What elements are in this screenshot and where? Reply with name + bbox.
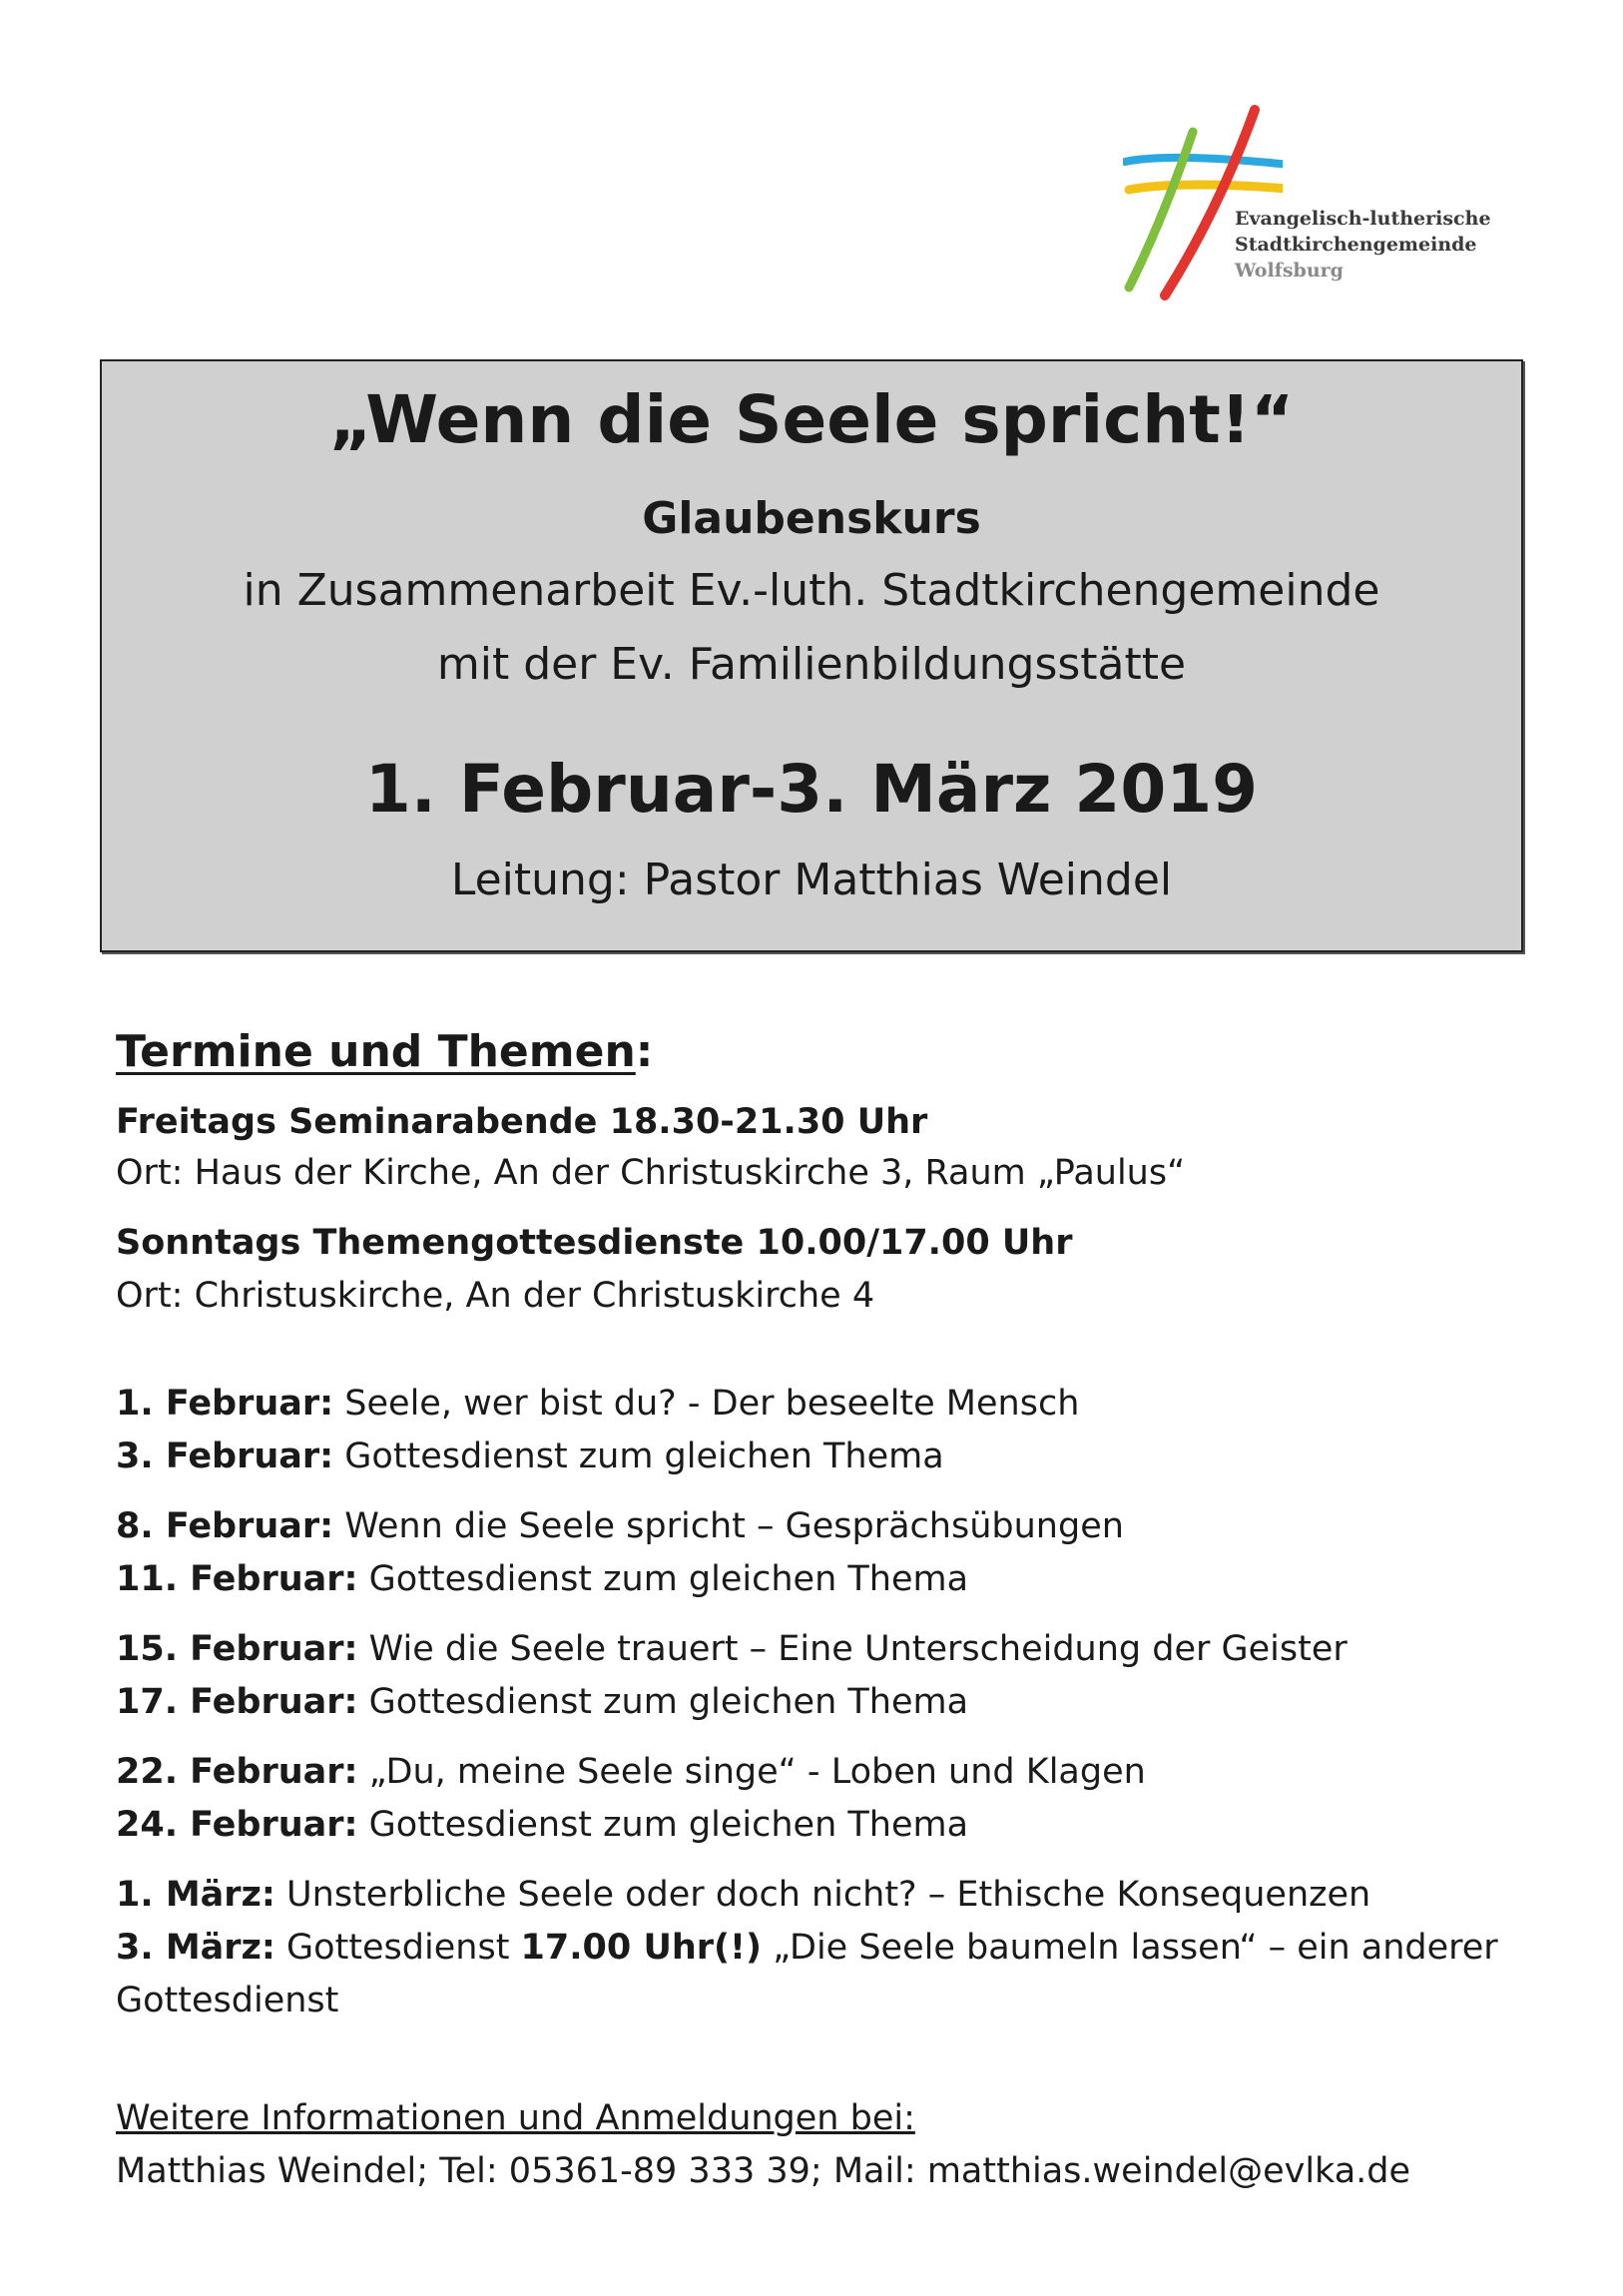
- contact-heading: Weitere Informationen und Anmeldungen bei:: [116, 2098, 915, 2138]
- schedule-entry: 24. Februar: Gottesdienst zum gleichen Thema: [116, 1805, 969, 1845]
- schedule-entry: 8. Februar: Wenn die Seele spricht – Gesprächsübungen: [116, 1506, 1124, 1546]
- logo-yellow-stroke: [1129, 185, 1283, 190]
- schedule-entry-final: 3. März: Gottesdienst 17.00 Uhr(!) „Die Seele baumeln lassen“ – ein anderer: [116, 1928, 1498, 1968]
- course-subtitle: Glaubenskurs: [642, 493, 981, 544]
- course-dates: 1. Februar-3. März 2019: [364, 751, 1259, 828]
- schedule-heading: Termine und Themen:: [116, 1026, 654, 1077]
- schedule-entry: 3. Februar: Gottesdienst zum gleichen Thema: [116, 1436, 944, 1476]
- cooperation-line-2: mit der Ev. Familienbildungsstätte: [436, 639, 1187, 690]
- logo-line-2: Stadtkirchengemeinde: [1235, 234, 1477, 256]
- schedule-entry: 11. Februar: Gottesdienst zum gleichen Thema: [116, 1559, 969, 1599]
- schedule-entry: 1. Februar: Seele, wer bist du? - Der beseelte Mensch: [116, 1384, 1080, 1424]
- course-title: „Wenn die Seele spricht!“: [328, 381, 1295, 458]
- sunday-title: Sonntags Themengottesdienste 10.00/17.00 Uhr: [116, 1223, 1073, 1263]
- logo-line-1: Evangelisch-lutherische: [1235, 208, 1491, 230]
- sunday-location: Ort: Christuskirche, An der Christuskirche 4: [116, 1276, 875, 1316]
- course-header-box: [100, 359, 1523, 952]
- friday-location: Ort: Haus der Kirche, An der Christuskirche 3, Raum „Paulus“: [116, 1153, 1186, 1193]
- schedule-entry: 22. Februar: „Du, meine Seele singe“ - Loben und Klagen: [116, 1752, 1146, 1792]
- schedule-entry: 17. Februar: Gottesdienst zum gleichen Thema: [116, 1682, 969, 1722]
- logo-line-3: Wolfsburg: [1235, 260, 1344, 282]
- schedule-entry: 15. Februar: Wie die Seele trauert – Eine Unterscheidung der Geister: [116, 1629, 1348, 1669]
- schedule-entry-final-continued: Gottesdienst: [116, 1981, 339, 2020]
- cooperation-line-1: in Zusammenarbeit Ev.-luth. Stadtkirchengemeinde: [243, 565, 1380, 616]
- contact-details: Matthias Weindel; Tel: 05361-89 333 39; Mail: matthias.weindel@evlka.de: [116, 2151, 1411, 2191]
- course-leader: Leitung: Pastor Matthias Weindel: [450, 855, 1173, 905]
- logo-text: [1235, 206, 1491, 284]
- schedule-entry: 1. März: Unsterbliche Seele oder doch nicht? – Ethische Konsequenzen: [116, 1875, 1371, 1915]
- church-logo: [1123, 100, 1502, 304]
- friday-title: Freitags Seminarabende 18.30-21.30 Uhr: [116, 1102, 928, 1142]
- logo-blue-stroke: [1125, 158, 1283, 166]
